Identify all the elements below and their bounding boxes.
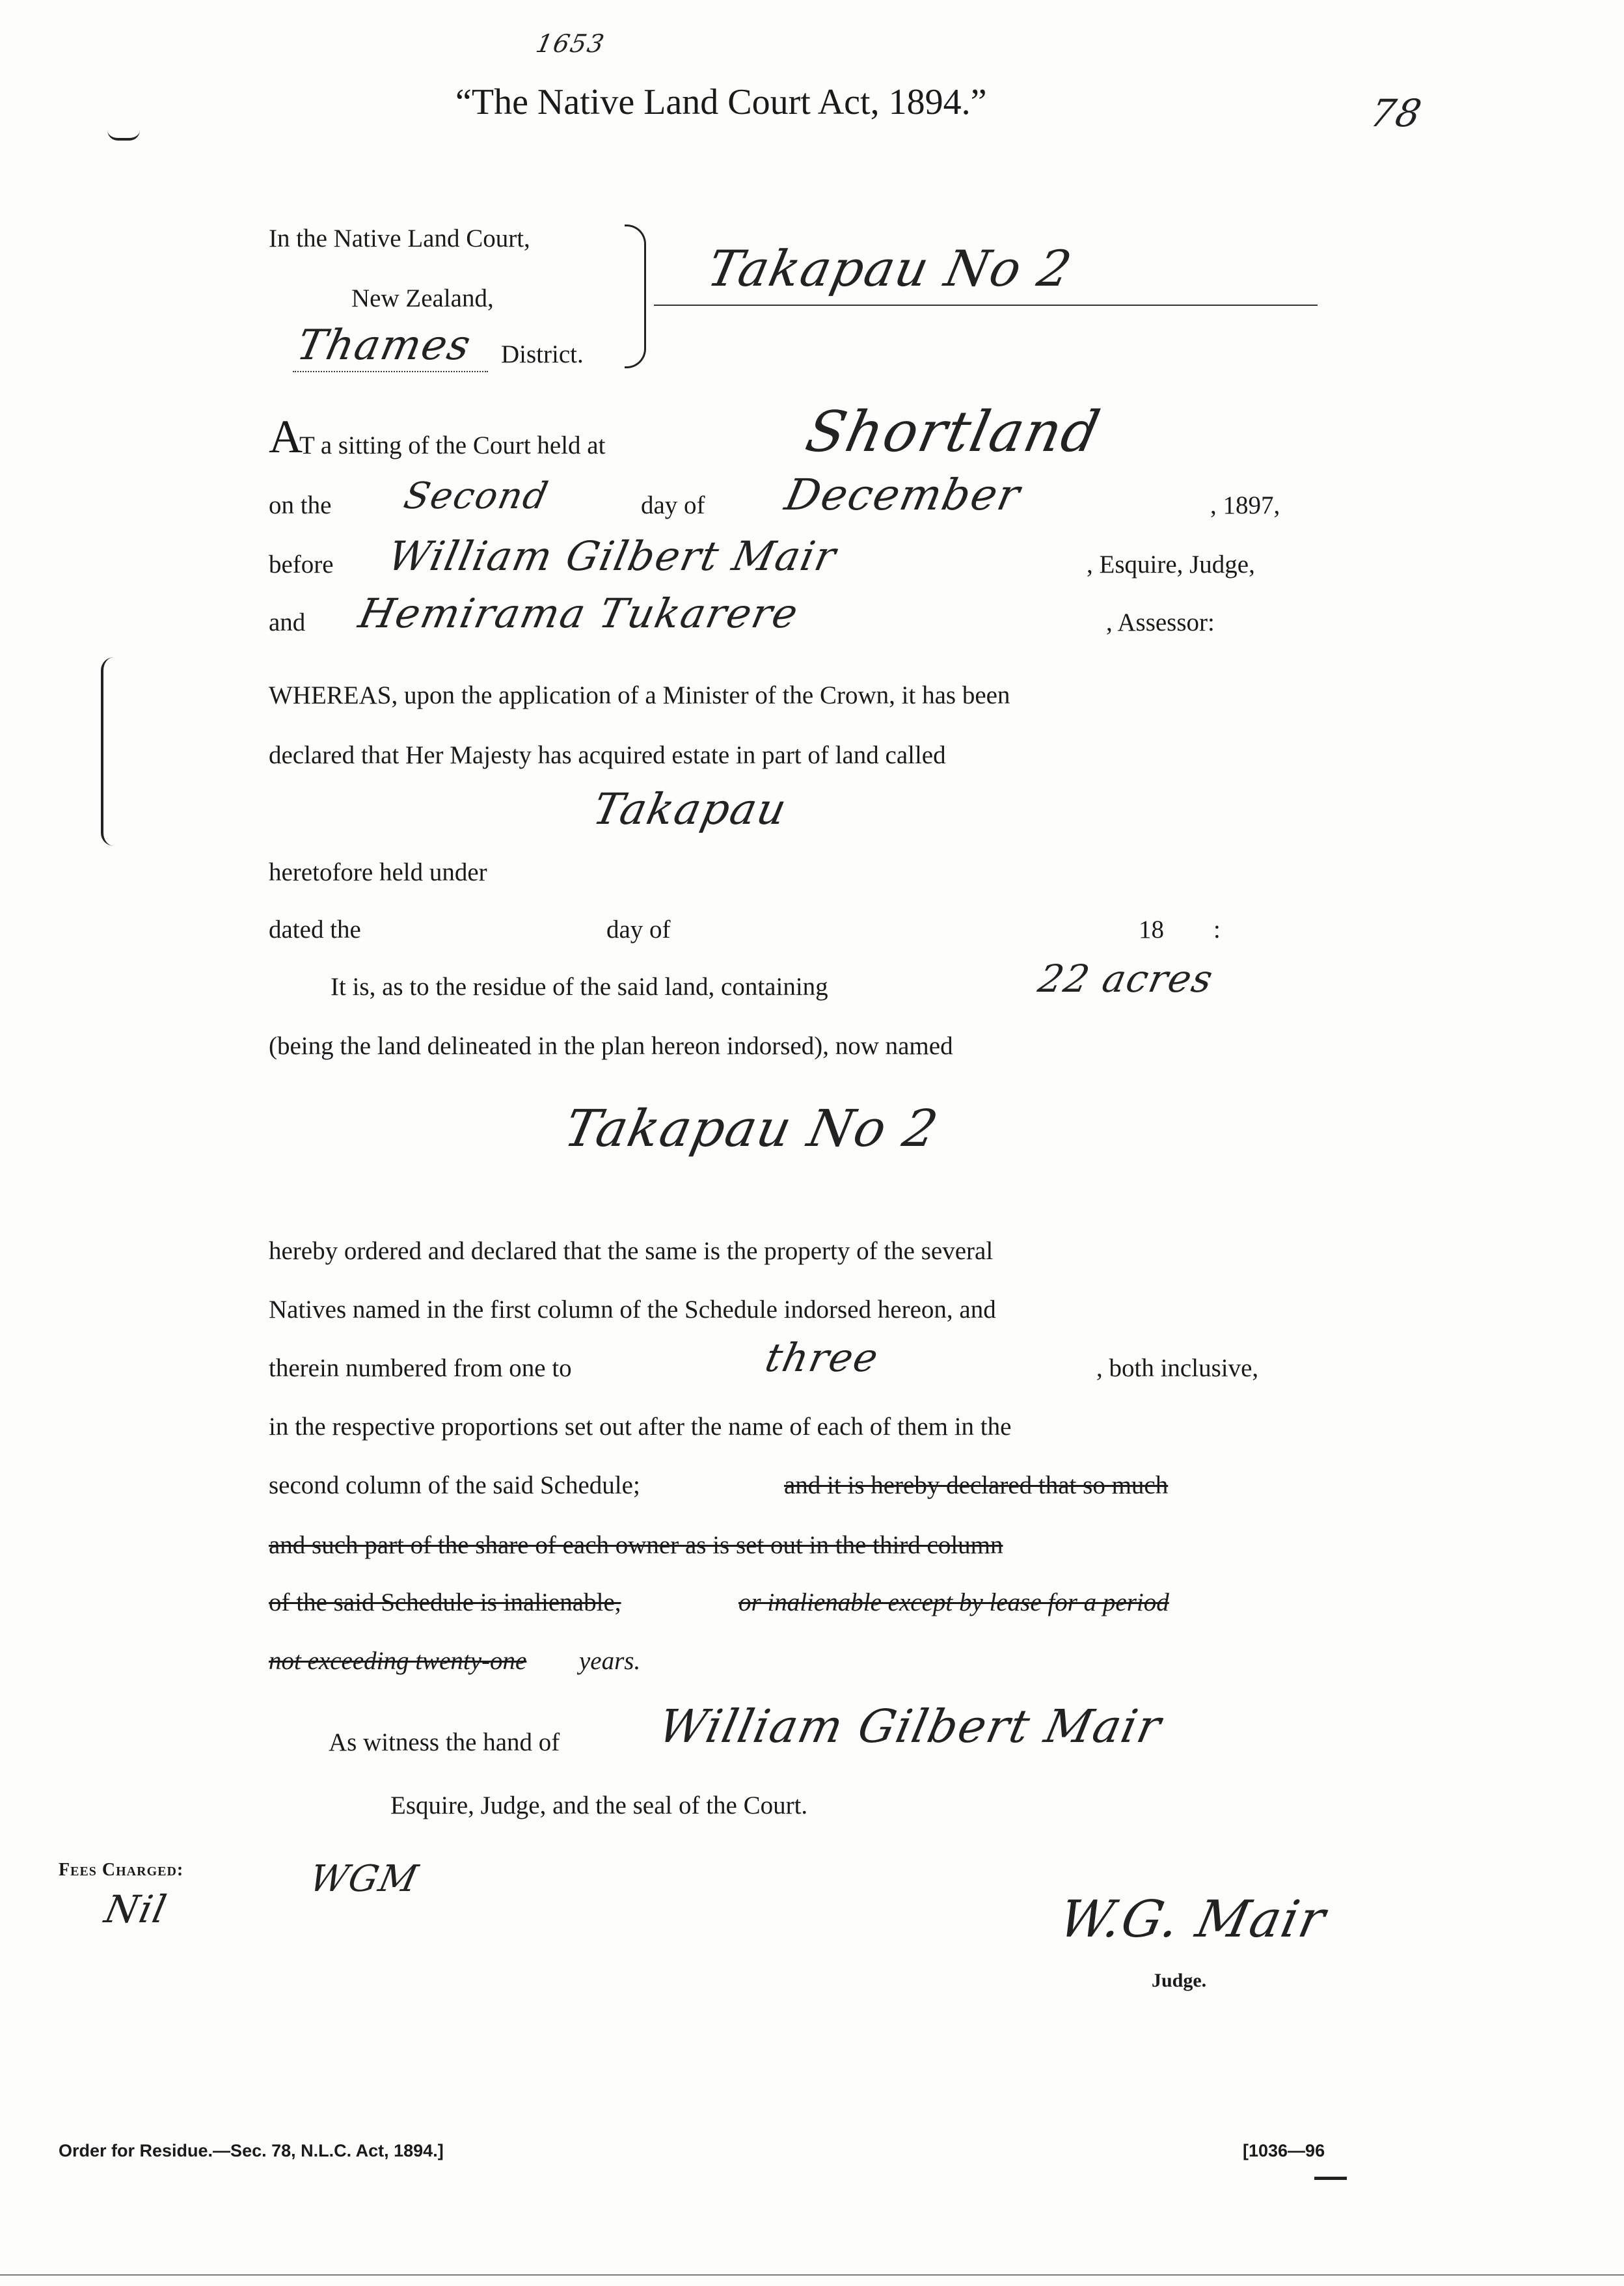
esquire-judge-label: , Esquire, Judge, [1087, 551, 1255, 578]
whereas-line-1: WHEREAS, upon the application of a Minister of the Crown, it has been [269, 681, 1010, 709]
and-label: and [269, 608, 306, 636]
sitting-line: T a sitting of the Court held at [299, 431, 606, 459]
struck-line-5: and it is hereby declared that so much [784, 1471, 1169, 1499]
assessor-name: Hemirama Tukarere [355, 590, 804, 637]
sitting-year: , 1897, [1210, 491, 1280, 519]
witness-name: William Gilbert Mair [654, 1700, 1167, 1753]
margin-bracket [101, 657, 119, 846]
residue-area: 22 acres [1035, 957, 1218, 1001]
dated-the-label: dated the [269, 916, 361, 944]
sitting-day: Second [400, 475, 553, 517]
day-of-label: day of [641, 491, 705, 519]
document-title: “The Native Land Court Act, 1894.” [455, 82, 987, 122]
block-name: Takapau No 2 [703, 239, 1078, 297]
ordered-line-3b: , both inclusive, [1096, 1354, 1259, 1382]
struck-line-8: not exceeding twenty-one [269, 1647, 527, 1675]
page-number: 78 [1366, 91, 1427, 135]
on-the-label: on the [269, 491, 332, 519]
struck-line-7: of the said Schedule is inalienable, [269, 1588, 621, 1616]
ordered-line-4: in the respective proportions set out after the name of each of them in the [269, 1413, 1012, 1441]
judge-label: Judge. [1152, 1970, 1207, 1991]
court-line-2: New Zealand, [351, 284, 494, 312]
struck-line-7-italic: or inalienable except by lease for a period [738, 1588, 1169, 1616]
whereas-line-2: declared that Her Majesty has acquired estate in part of land called [269, 741, 946, 769]
dated-day-of-label: day of [606, 916, 671, 944]
sitting-month: December [781, 470, 1025, 520]
heretofore-label: heretofore held under [269, 858, 487, 886]
dated-year-label: 18 [1139, 916, 1164, 944]
judge-signature: W.G. Mair [1054, 1890, 1332, 1949]
fees-label: Fees Charged: [59, 1860, 184, 1880]
ordered-line-2: Natives named in the first column of the Schedule indorsed hereon, and [269, 1296, 996, 1324]
district-underline [293, 371, 488, 372]
fees-value: Nil [101, 1887, 172, 1931]
court-brace [625, 225, 646, 368]
before-label: before [269, 551, 334, 578]
residue-text: It is, as to the residue of the said land, containing [331, 973, 828, 1001]
drop-cap: A [269, 411, 303, 463]
reference-number: 1653 [534, 29, 608, 58]
sitting-place: Shortland [800, 400, 1107, 465]
struck-line-6: and such part of the share of each owner as is set out in the third column [269, 1531, 1003, 1559]
now-named: Takapau No 2 [560, 1100, 944, 1158]
district-label: District. [501, 340, 584, 368]
witness-line-2: Esquire, Judge, and the seal of the Court. [390, 1791, 808, 1819]
dated-colon: : [1213, 916, 1221, 944]
district-value: Thames [293, 321, 476, 370]
ordered-line-1: hereby ordered and declared that the same is the property of the several [269, 1237, 994, 1265]
print-code: [1036—96 [1243, 2141, 1325, 2160]
court-line-1: In the Native Land Court, [269, 225, 530, 252]
assessor-label: , Assessor: [1106, 608, 1215, 636]
block-name-underline [654, 305, 1318, 306]
ordered-line-5a: second column of the said Schedule; [269, 1471, 640, 1499]
years-label: years. [579, 1647, 641, 1675]
form-name: Order for Residue.—Sec. 78, N.L.C. Act, 1894.] [59, 2141, 444, 2160]
witness-prefix: As witness the hand of [329, 1728, 560, 1756]
print-code-underline [1314, 2177, 1347, 2180]
numbered-to-value: three [761, 1335, 884, 1381]
delineated-line: (being the land delineated in the plan hereon indorsed), now named [269, 1032, 953, 1060]
land-called: Takapau [589, 784, 792, 834]
bottom-rule [0, 2274, 1624, 2276]
judge-name: William Gilbert Mair [384, 532, 841, 580]
corner-mark [107, 130, 140, 141]
ordered-line-3a: therein numbered from one to [269, 1354, 572, 1382]
initials: WGM [306, 1858, 423, 1900]
